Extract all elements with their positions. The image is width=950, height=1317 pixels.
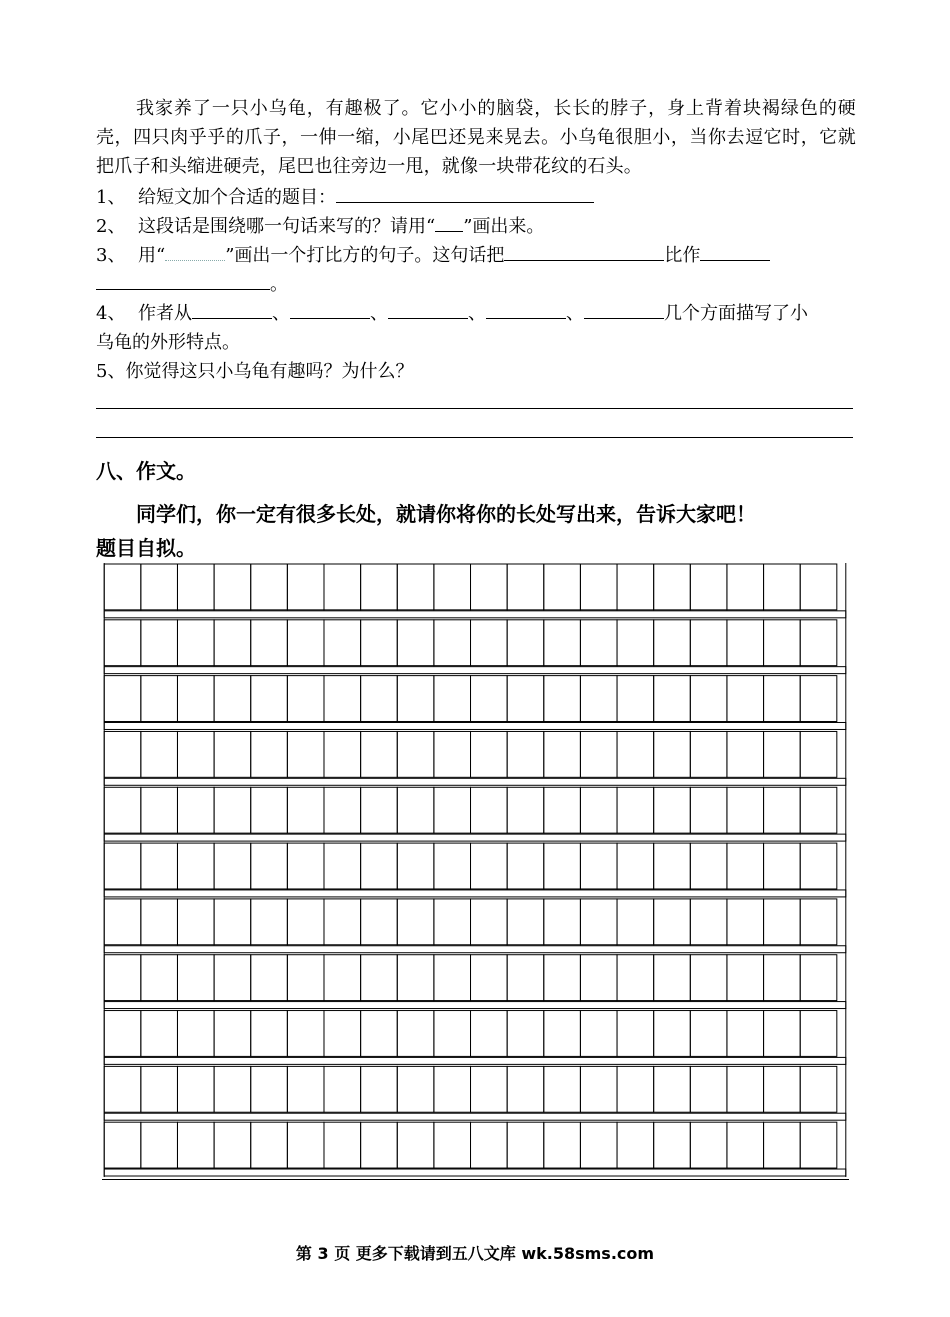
page-footer: 第 3 页 更多下载请到五八文库 wk.58sms.com — [295, 1244, 655, 1263]
question-number: 1、 — [96, 187, 126, 208]
grid-cell[interactable] — [507, 899, 544, 945]
grid-cell[interactable] — [544, 1066, 581, 1112]
question-2 — [96, 212, 544, 241]
grid-cell[interactable] — [214, 731, 251, 777]
question-text-end: ”画出来。 — [463, 216, 545, 237]
grid-cell[interactable] — [104, 1011, 141, 1057]
grid-row[interactable] — [104, 676, 846, 730]
grid-cell[interactable] — [800, 1066, 837, 1112]
grid-cell[interactable] — [654, 843, 691, 889]
grid-cell[interactable] — [177, 1066, 214, 1112]
grid-cell[interactable] — [507, 1011, 544, 1057]
grid-cell[interactable] — [214, 955, 251, 1001]
grid-cell[interactable] — [361, 620, 398, 666]
grid-cell[interactable] — [104, 731, 141, 777]
grid-cell[interactable] — [727, 787, 764, 833]
grid-cell[interactable] — [434, 1011, 471, 1057]
grid-cell[interactable] — [397, 731, 434, 777]
grid-cell[interactable] — [800, 787, 837, 833]
grid-cell[interactable] — [287, 843, 324, 889]
grid-cell[interactable] — [654, 620, 691, 666]
grid-cell[interactable] — [617, 1011, 654, 1057]
grid-cell[interactable] — [690, 1066, 727, 1112]
grid-cell[interactable] — [104, 843, 141, 889]
grid-cell[interactable] — [617, 955, 654, 1001]
row-separator — [104, 778, 846, 785]
grid-cell[interactable] — [324, 676, 361, 722]
grid-cell[interactable] — [800, 564, 837, 610]
question-text: 给短文加个合适的题目： — [138, 187, 336, 208]
grid-cell[interactable] — [654, 1011, 691, 1057]
grid-cell[interactable] — [727, 1011, 764, 1057]
grid-cell[interactable] — [397, 564, 434, 610]
grid-row[interactable] — [104, 787, 846, 841]
compared-to-blank[interactable] — [700, 242, 770, 261]
grid-cell[interactable] — [177, 731, 214, 777]
grid-cell[interactable] — [251, 1066, 288, 1112]
grid-cell[interactable] — [434, 620, 471, 666]
grid-cell[interactable] — [507, 676, 544, 722]
grid-cell[interactable] — [727, 676, 764, 722]
answer-line-2[interactable] — [96, 437, 853, 438]
grid-cell[interactable] — [251, 620, 288, 666]
grid-row[interactable] — [104, 1066, 846, 1120]
grid-cell[interactable] — [434, 1066, 471, 1112]
grid-cell[interactable] — [104, 955, 141, 1001]
grid-cell[interactable] — [141, 843, 178, 889]
grid-cell[interactable] — [214, 1066, 251, 1112]
grid-cell[interactable] — [214, 843, 251, 889]
separator: 、 — [468, 303, 486, 324]
grid-cell[interactable] — [507, 787, 544, 833]
grid-cell[interactable] — [251, 1011, 288, 1057]
grid-cell[interactable] — [727, 899, 764, 945]
grid-cell[interactable] — [690, 899, 727, 945]
grid-cell[interactable] — [287, 1011, 324, 1057]
grid-row[interactable] — [104, 1122, 846, 1176]
grid-cell[interactable] — [141, 1122, 178, 1168]
grid-cell[interactable] — [764, 676, 801, 722]
title-answer-blank[interactable] — [336, 184, 594, 203]
section-heading: 八、作文。 — [96, 459, 196, 483]
question-3-continued — [96, 270, 288, 299]
grid-cell[interactable] — [544, 955, 581, 1001]
grid-cell[interactable] — [690, 955, 727, 1001]
grid-cell[interactable] — [287, 564, 324, 610]
grid-cell[interactable] — [251, 564, 288, 610]
grid-cell[interactable] — [764, 843, 801, 889]
grid-cell[interactable] — [214, 1011, 251, 1057]
row-separator — [104, 1113, 846, 1120]
grid-cell[interactable] — [361, 731, 398, 777]
grid-cell[interactable] — [654, 1122, 691, 1168]
grid-cell[interactable] — [507, 731, 544, 777]
answer-line-1[interactable] — [96, 408, 853, 409]
grid-cell[interactable] — [251, 955, 288, 1001]
grid-cell[interactable] — [287, 955, 324, 1001]
grid-cell[interactable] — [544, 1122, 581, 1168]
grid-cell[interactable] — [324, 1011, 361, 1057]
grid-cell[interactable] — [617, 1066, 654, 1112]
grid-cell[interactable] — [690, 731, 727, 777]
grid-cell[interactable] — [471, 676, 508, 722]
grid-cell[interactable] — [177, 1122, 214, 1168]
aspect-blank-2[interactable] — [290, 300, 370, 319]
grid-cell[interactable] — [727, 620, 764, 666]
grid-cell[interactable] — [617, 1122, 654, 1168]
grid-cell[interactable] — [434, 843, 471, 889]
question-number: 4、 — [96, 303, 126, 324]
grid-cell[interactable] — [617, 564, 654, 610]
grid-cell[interactable] — [544, 731, 581, 777]
grid-cell[interactable] — [580, 1066, 617, 1112]
grid-cell[interactable] — [580, 620, 617, 666]
grid-cell[interactable] — [287, 787, 324, 833]
grid-cell[interactable] — [544, 787, 581, 833]
grid-cell[interactable] — [177, 899, 214, 945]
grid-cell[interactable] — [141, 955, 178, 1001]
aspect-blank-5[interactable] — [584, 300, 664, 319]
grid-cell[interactable] — [214, 787, 251, 833]
grid-cell[interactable] — [397, 1066, 434, 1112]
question-1 — [96, 183, 594, 212]
grid-cell[interactable] — [214, 564, 251, 610]
composition-prompt — [96, 497, 871, 565]
grid-cell[interactable] — [654, 899, 691, 945]
grid-cell[interactable] — [580, 564, 617, 610]
separator: 、 — [272, 303, 290, 324]
grid-cell[interactable] — [507, 1066, 544, 1112]
grid-cell[interactable] — [251, 899, 288, 945]
grid-cell[interactable] — [287, 731, 324, 777]
grid-cell[interactable] — [104, 1122, 141, 1168]
grid-cell[interactable] — [214, 1122, 251, 1168]
question-number: 2、 — [96, 216, 126, 237]
grid-cell[interactable] — [141, 676, 178, 722]
aspect-blank-4[interactable] — [486, 300, 566, 319]
grid-row[interactable] — [104, 899, 846, 953]
grid-cell[interactable] — [764, 620, 801, 666]
separator: 、 — [370, 303, 388, 324]
grid-cell[interactable] — [251, 676, 288, 722]
grid-cell[interactable] — [471, 1066, 508, 1112]
grid-cell[interactable] — [471, 955, 508, 1001]
grid-cell[interactable] — [397, 843, 434, 889]
grid-cell[interactable] — [800, 676, 837, 722]
row-separator — [104, 667, 846, 674]
question-text-end: 几个方面描写了小 — [664, 303, 808, 324]
grid-cell[interactable] — [727, 955, 764, 1001]
grid-cell[interactable] — [654, 564, 691, 610]
grid-row[interactable] — [104, 620, 846, 674]
question-text: 这段话是围绕哪一句话来写的？请用“ — [138, 216, 436, 237]
grid-cell[interactable] — [434, 731, 471, 777]
grid-cell[interactable] — [251, 1122, 288, 1168]
aspect-blank-3[interactable] — [388, 300, 468, 319]
grid-cell[interactable] — [507, 564, 544, 610]
grid-cell[interactable] — [141, 899, 178, 945]
grid-cell[interactable] — [727, 731, 764, 777]
grid-cell[interactable] — [800, 843, 837, 889]
grid-cell[interactable] — [324, 955, 361, 1001]
row-separator — [104, 611, 846, 618]
question-text-mid: ”画出一个打比方的句子。这句话把 — [225, 245, 505, 266]
grid-cell[interactable] — [361, 676, 398, 722]
grid-cell[interactable] — [471, 787, 508, 833]
grid-cell[interactable] — [800, 1122, 837, 1168]
grid-cell[interactable] — [141, 1011, 178, 1057]
grid-cell[interactable] — [251, 731, 288, 777]
grid-cell[interactable] — [580, 731, 617, 777]
grid-cell[interactable] — [361, 899, 398, 945]
row-separator — [104, 946, 846, 953]
grid-cell[interactable] — [544, 564, 581, 610]
grid-cell[interactable] — [397, 1122, 434, 1168]
grid-cell[interactable] — [324, 787, 361, 833]
grid-cell[interactable] — [654, 787, 691, 833]
grid-cell[interactable] — [251, 843, 288, 889]
grid-cell[interactable] — [324, 564, 361, 610]
grid-cell[interactable] — [727, 564, 764, 610]
question-text: 5、你觉得这只小乌龟有趣吗？为什么？ — [96, 361, 414, 382]
grid-cell[interactable] — [214, 620, 251, 666]
grid-cell[interactable] — [800, 1011, 837, 1057]
grid-cell[interactable] — [397, 676, 434, 722]
grid-cell[interactable] — [507, 955, 544, 1001]
wavy-line-symbol — [165, 246, 225, 261]
row-separator — [104, 1057, 846, 1064]
grid-cell[interactable] — [287, 676, 324, 722]
grid-cell[interactable] — [361, 1122, 398, 1168]
grid-cell[interactable] — [580, 787, 617, 833]
grid-cell[interactable] — [471, 564, 508, 610]
grid-cell[interactable] — [727, 843, 764, 889]
grid-cell[interactable] — [324, 843, 361, 889]
separator: 、 — [566, 303, 584, 324]
grid-cell[interactable] — [361, 787, 398, 833]
underline-symbol — [435, 219, 463, 232]
grid-cell[interactable] — [287, 620, 324, 666]
grid-row[interactable] — [104, 731, 846, 785]
grid-cell[interactable] — [690, 620, 727, 666]
grid-cell[interactable] — [800, 899, 837, 945]
grid-cell[interactable] — [764, 1122, 801, 1168]
grid-row[interactable] — [104, 564, 846, 618]
reading-passage — [96, 94, 856, 181]
grid-cell[interactable] — [544, 620, 581, 666]
grid-cell[interactable] — [324, 1122, 361, 1168]
row-separator — [104, 1169, 846, 1176]
grid-cell[interactable] — [764, 564, 801, 610]
question-text-continued: 乌龟的外形特点。 — [96, 332, 240, 353]
grid-cell[interactable] — [434, 787, 471, 833]
grid-cell[interactable] — [690, 1011, 727, 1057]
grid-cell[interactable] — [727, 1122, 764, 1168]
grid-cell[interactable] — [397, 955, 434, 1001]
grid-cell[interactable] — [141, 731, 178, 777]
grid-cell[interactable] — [544, 1011, 581, 1057]
grid-cell[interactable] — [434, 1122, 471, 1168]
grid-cell[interactable] — [764, 1066, 801, 1112]
grid-cell[interactable] — [544, 899, 581, 945]
row-separator — [104, 834, 846, 841]
grid-cell[interactable] — [654, 1066, 691, 1112]
question-text-compare: 比作 — [664, 245, 701, 266]
grid-cell[interactable] — [141, 620, 178, 666]
grid-cell[interactable] — [397, 620, 434, 666]
grid-cell[interactable] — [617, 843, 654, 889]
grid-cell[interactable] — [617, 899, 654, 945]
grid-cell[interactable] — [690, 843, 727, 889]
grid-cell[interactable] — [361, 564, 398, 610]
grid-cell[interactable] — [580, 955, 617, 1001]
grid-cell[interactable] — [361, 955, 398, 1001]
grid-cell[interactable] — [471, 620, 508, 666]
grid-cell[interactable] — [471, 731, 508, 777]
grid-cell[interactable] — [434, 955, 471, 1001]
grid-cell[interactable] — [434, 676, 471, 722]
grid-cell[interactable] — [471, 843, 508, 889]
row-separator — [104, 1002, 846, 1009]
grid-cell[interactable] — [104, 564, 141, 610]
grid-cell[interactable] — [617, 676, 654, 722]
grid-cell[interactable] — [800, 731, 837, 777]
grid-cell[interactable] — [800, 620, 837, 666]
aspect-blank-1[interactable] — [192, 300, 272, 319]
question-number: 3、 — [96, 245, 126, 266]
grid-cell[interactable] — [507, 1122, 544, 1168]
grid-row[interactable] — [104, 955, 846, 1009]
grid-cell[interactable] — [287, 1066, 324, 1112]
grid-cell[interactable] — [617, 731, 654, 777]
grid-cell[interactable] — [690, 676, 727, 722]
grid-cell[interactable] — [361, 1011, 398, 1057]
grid-cell[interactable] — [104, 787, 141, 833]
grid-cell[interactable] — [617, 620, 654, 666]
grid-cell[interactable] — [104, 676, 141, 722]
grid-cell[interactable] — [214, 899, 251, 945]
composition-grid[interactable] — [102, 563, 849, 1180]
grid-cell[interactable] — [324, 731, 361, 777]
grid-cell[interactable] — [287, 899, 324, 945]
grid-cell[interactable] — [471, 1011, 508, 1057]
question-5 — [96, 357, 413, 386]
grid-cell[interactable] — [177, 564, 214, 610]
grid-cell[interactable] — [361, 1066, 398, 1112]
grid-cell[interactable] — [580, 676, 617, 722]
grid-cell[interactable] — [544, 676, 581, 722]
grid-cell[interactable] — [580, 1122, 617, 1168]
prompt-line-1: 同学们，你一定有很多长处，就请你将你的长处写出来，告诉大家吧！ — [136, 502, 756, 526]
grid-row[interactable] — [104, 1011, 846, 1065]
grid-cell[interactable] — [654, 731, 691, 777]
grid-cell[interactable] — [471, 1122, 508, 1168]
grid-cell[interactable] — [690, 787, 727, 833]
grid-cell[interactable] — [324, 1066, 361, 1112]
grid-cell[interactable] — [764, 955, 801, 1001]
grid-cell[interactable] — [397, 787, 434, 833]
prompt-line-2: 题目自拟。 — [96, 536, 196, 560]
row-separator — [104, 722, 846, 729]
grid-cell[interactable] — [544, 843, 581, 889]
grid-cell[interactable] — [397, 899, 434, 945]
grid-cell[interactable] — [141, 1066, 178, 1112]
grid-cell[interactable] — [177, 1011, 214, 1057]
compared-object-blank[interactable] — [504, 242, 664, 261]
grid-cell[interactable] — [727, 1066, 764, 1112]
grid-cell[interactable] — [104, 620, 141, 666]
grid-cell[interactable] — [214, 676, 251, 722]
grid-cell[interactable] — [764, 1011, 801, 1057]
grid-cell[interactable] — [397, 1011, 434, 1057]
question-4 — [96, 299, 808, 328]
grid-cell[interactable] — [177, 787, 214, 833]
grid-cell[interactable] — [434, 564, 471, 610]
grid-cell[interactable] — [580, 1011, 617, 1057]
grid-cell[interactable] — [507, 620, 544, 666]
question-4-continued — [96, 328, 240, 357]
grid-cell[interactable] — [104, 1066, 141, 1112]
grid-cell[interactable] — [764, 731, 801, 777]
question-3 — [96, 241, 770, 270]
grid-cell[interactable] — [177, 676, 214, 722]
grid-cell[interactable] — [141, 564, 178, 610]
grid-cell[interactable] — [104, 899, 141, 945]
question-text: 用“ — [138, 245, 166, 266]
grid-cell[interactable] — [764, 899, 801, 945]
grid-cell[interactable] — [690, 564, 727, 610]
grid-cell[interactable] — [177, 843, 214, 889]
grid-cell[interactable] — [324, 899, 361, 945]
grid-cell[interactable] — [324, 620, 361, 666]
grid-cell[interactable] — [580, 899, 617, 945]
grid-cell[interactable] — [507, 843, 544, 889]
grid-cell[interactable] — [471, 899, 508, 945]
question-text: 作者从 — [138, 303, 192, 324]
question-text-period: 。 — [270, 274, 288, 295]
grid-cell[interactable] — [141, 787, 178, 833]
grid-cell[interactable] — [177, 955, 214, 1001]
grid-cell[interactable] — [617, 787, 654, 833]
compared-to-blank-continued[interactable] — [96, 271, 270, 290]
grid-cell[interactable] — [800, 955, 837, 1001]
grid-cell[interactable] — [654, 955, 691, 1001]
passage-text: 我家养了一只小乌龟，有趣极了。它小小的脑袋，长长的脖子，身上背着块褐绿色的硬壳，四只肉乎乎的爪子，一伸一缩，小尾巴还晃来晃去。小乌龟很胆小，当你去逗它时，它就把爪子和头缩进硬壳，尾巴也往旁边一甩，就像一块带花纹的石头。 — [96, 98, 856, 177]
grid-cell[interactable] — [654, 676, 691, 722]
grid-cell[interactable] — [251, 787, 288, 833]
grid-cell[interactable] — [177, 620, 214, 666]
grid-cell[interactable] — [361, 843, 398, 889]
grid-cell[interactable] — [434, 899, 471, 945]
grid-cell[interactable] — [287, 1122, 324, 1168]
grid-cell[interactable] — [690, 1122, 727, 1168]
grid-cell[interactable] — [580, 843, 617, 889]
grid-cell[interactable] — [764, 787, 801, 833]
grid-row[interactable] — [104, 843, 846, 897]
row-separator — [104, 890, 846, 897]
